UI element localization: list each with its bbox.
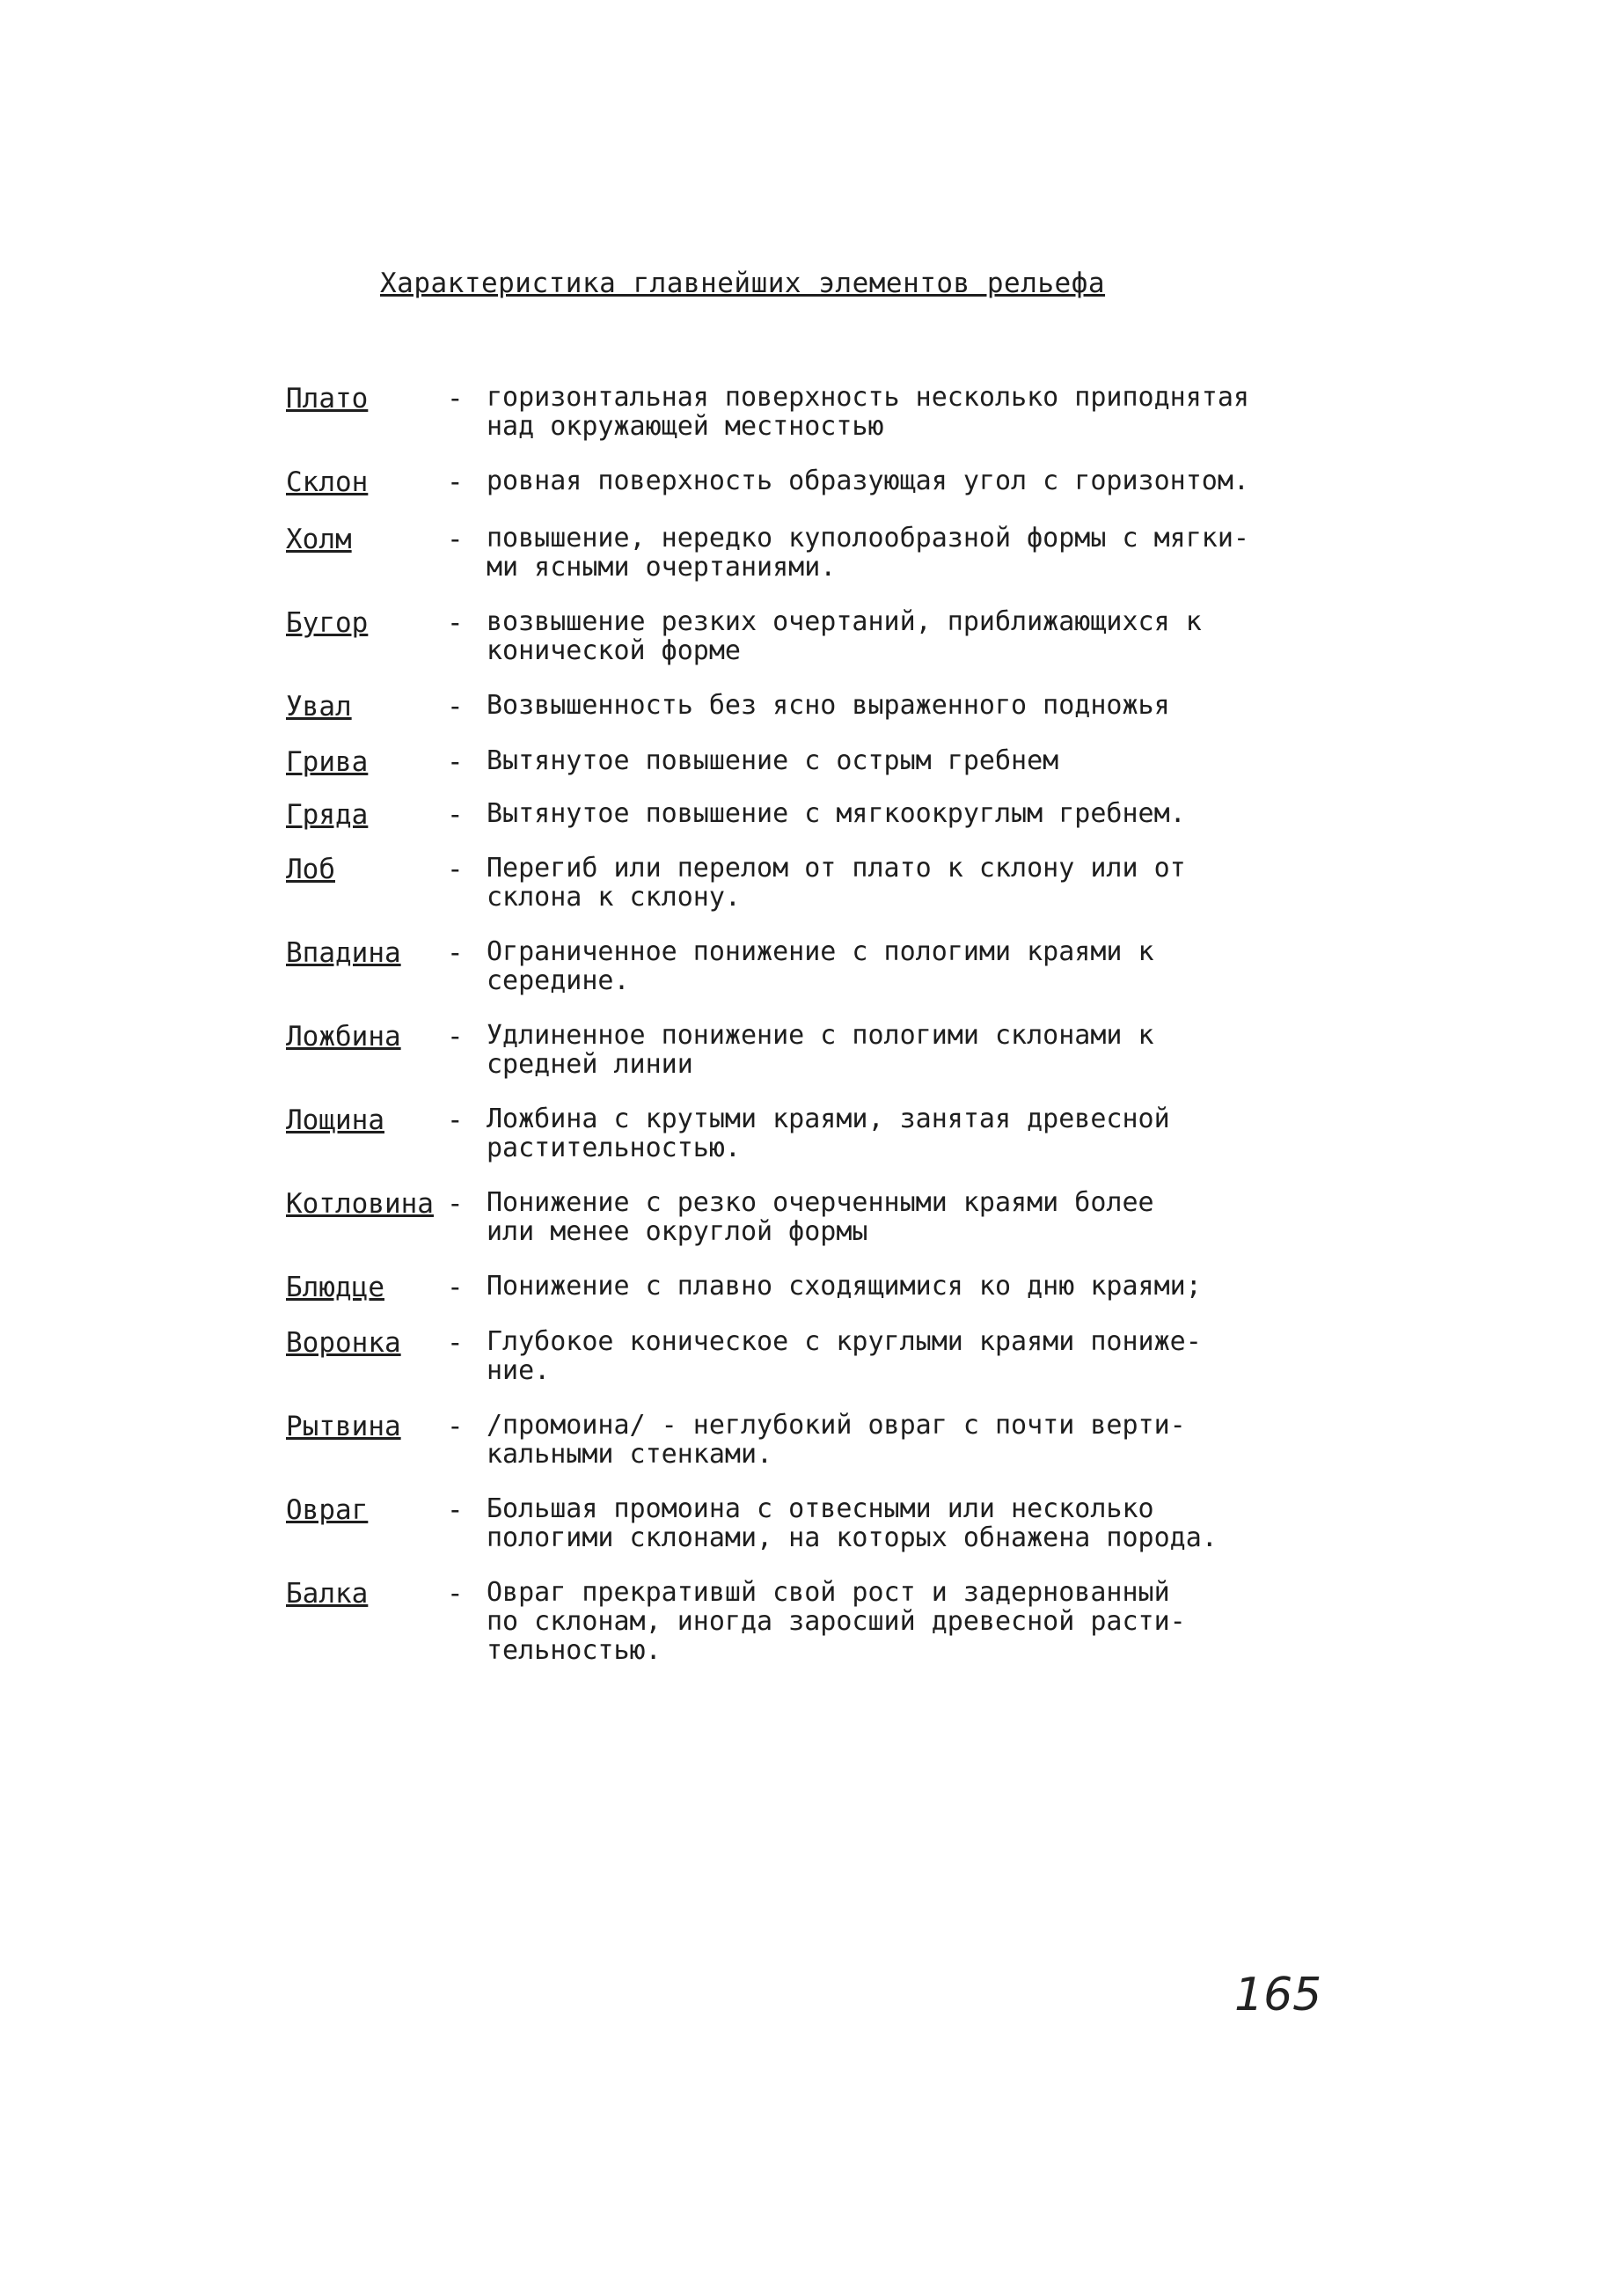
entry-dash: - bbox=[447, 1411, 464, 1442]
glossary-term: Ложбина bbox=[286, 1021, 401, 1053]
glossary-definition: /промоина/ - неглубокий овраг с почти верти- кальными стенками. bbox=[487, 1410, 1186, 1470]
entry-dash: - bbox=[447, 1272, 464, 1303]
glossary-definition: Возвышенность без ясно выраженного подножья bbox=[487, 690, 1170, 721]
entry-dash: - bbox=[447, 854, 464, 885]
glossary-term: Котловина bbox=[286, 1188, 434, 1220]
entry-dash: - bbox=[447, 799, 464, 831]
glossary-definition: горизонтальная поверхность несколько приподнятая над окружающей местностью bbox=[487, 382, 1249, 442]
glossary-term: Холм bbox=[286, 524, 352, 555]
glossary-term: Плато bbox=[286, 383, 369, 414]
glossary-term: Лоб bbox=[286, 854, 335, 885]
entry-dash: - bbox=[447, 607, 464, 639]
entry-dash: - bbox=[447, 1188, 464, 1220]
glossary-term: Гряда bbox=[286, 799, 369, 831]
glossary-definition: Ограниченное понижение с пологими краями к середине. bbox=[487, 936, 1154, 996]
glossary-definition: Вытянутое повышение с острым гребнем bbox=[487, 745, 1059, 776]
glossary-term: Бугор bbox=[286, 607, 369, 639]
glossary-term: Овраг bbox=[286, 1494, 369, 1526]
entry-dash: - bbox=[447, 1327, 464, 1359]
glossary-term: Блюдце bbox=[286, 1272, 384, 1303]
entry-dash: - bbox=[447, 746, 464, 778]
page-number: 165 bbox=[1234, 1969, 1322, 2021]
entry-dash: - bbox=[447, 1104, 464, 1136]
entry-dash: - bbox=[447, 383, 464, 414]
glossary-definition: Ложбина с крутыми краями, занятая древесной растительностью. bbox=[487, 1104, 1170, 1163]
glossary-definition: возвышение резких очертаний, приближающихся к конической форме bbox=[487, 606, 1202, 666]
glossary-term: Склон bbox=[286, 466, 369, 498]
glossary-definition: Понижение с плавно сходящимися ко дню краями; bbox=[487, 1271, 1202, 1302]
entry-dash: - bbox=[447, 691, 464, 723]
glossary-term: Рытвина bbox=[286, 1411, 401, 1442]
entry-dash: - bbox=[447, 1021, 464, 1053]
entry-dash: - bbox=[447, 524, 464, 555]
glossary-definition: повышение, нередко куполообразной формы с мягки- ми ясными очертаниями. bbox=[487, 523, 1249, 583]
glossary-definition: Удлиненное понижение с пологими склонами к средней линии bbox=[487, 1020, 1154, 1080]
page-title: Характеристика главнейших элементов рельефа bbox=[380, 268, 1106, 299]
entry-dash: - bbox=[447, 1578, 464, 1610]
glossary-term: Воронка bbox=[286, 1327, 401, 1359]
entry-dash: - bbox=[447, 466, 464, 498]
glossary-definition: Глубокое коническое с круглыми краями пониже- ние. bbox=[487, 1326, 1202, 1386]
entry-dash: - bbox=[447, 937, 464, 969]
glossary-definition: Большая промоина с отвесными или несколько пологими склонами, на которых обнажена порода. bbox=[487, 1493, 1218, 1553]
glossary-term: Лощина bbox=[286, 1104, 384, 1136]
glossary-term: Впадина bbox=[286, 937, 401, 969]
glossary-definition: Вытянутое повышение с мягкоокруглым гребнем. bbox=[487, 798, 1186, 829]
glossary-definition: Понижение с резко очерченными краями более или менее округлой формы bbox=[487, 1187, 1154, 1247]
glossary-term: Балка bbox=[286, 1578, 369, 1610]
glossary-definition: Перегиб или перелом от плато к склону или от склона к склону. bbox=[487, 853, 1186, 913]
glossary-definition: Овраг прекратившй свой рост и задернованный по склонам, иногда заросший древесной расти- тельностью. bbox=[487, 1577, 1186, 1666]
glossary-term: Увал bbox=[286, 691, 352, 723]
glossary-term: Грива bbox=[286, 746, 369, 778]
glossary-definition: ровная поверхность образующая угол с горизонтом. bbox=[487, 466, 1249, 496]
entry-dash: - bbox=[447, 1494, 464, 1526]
